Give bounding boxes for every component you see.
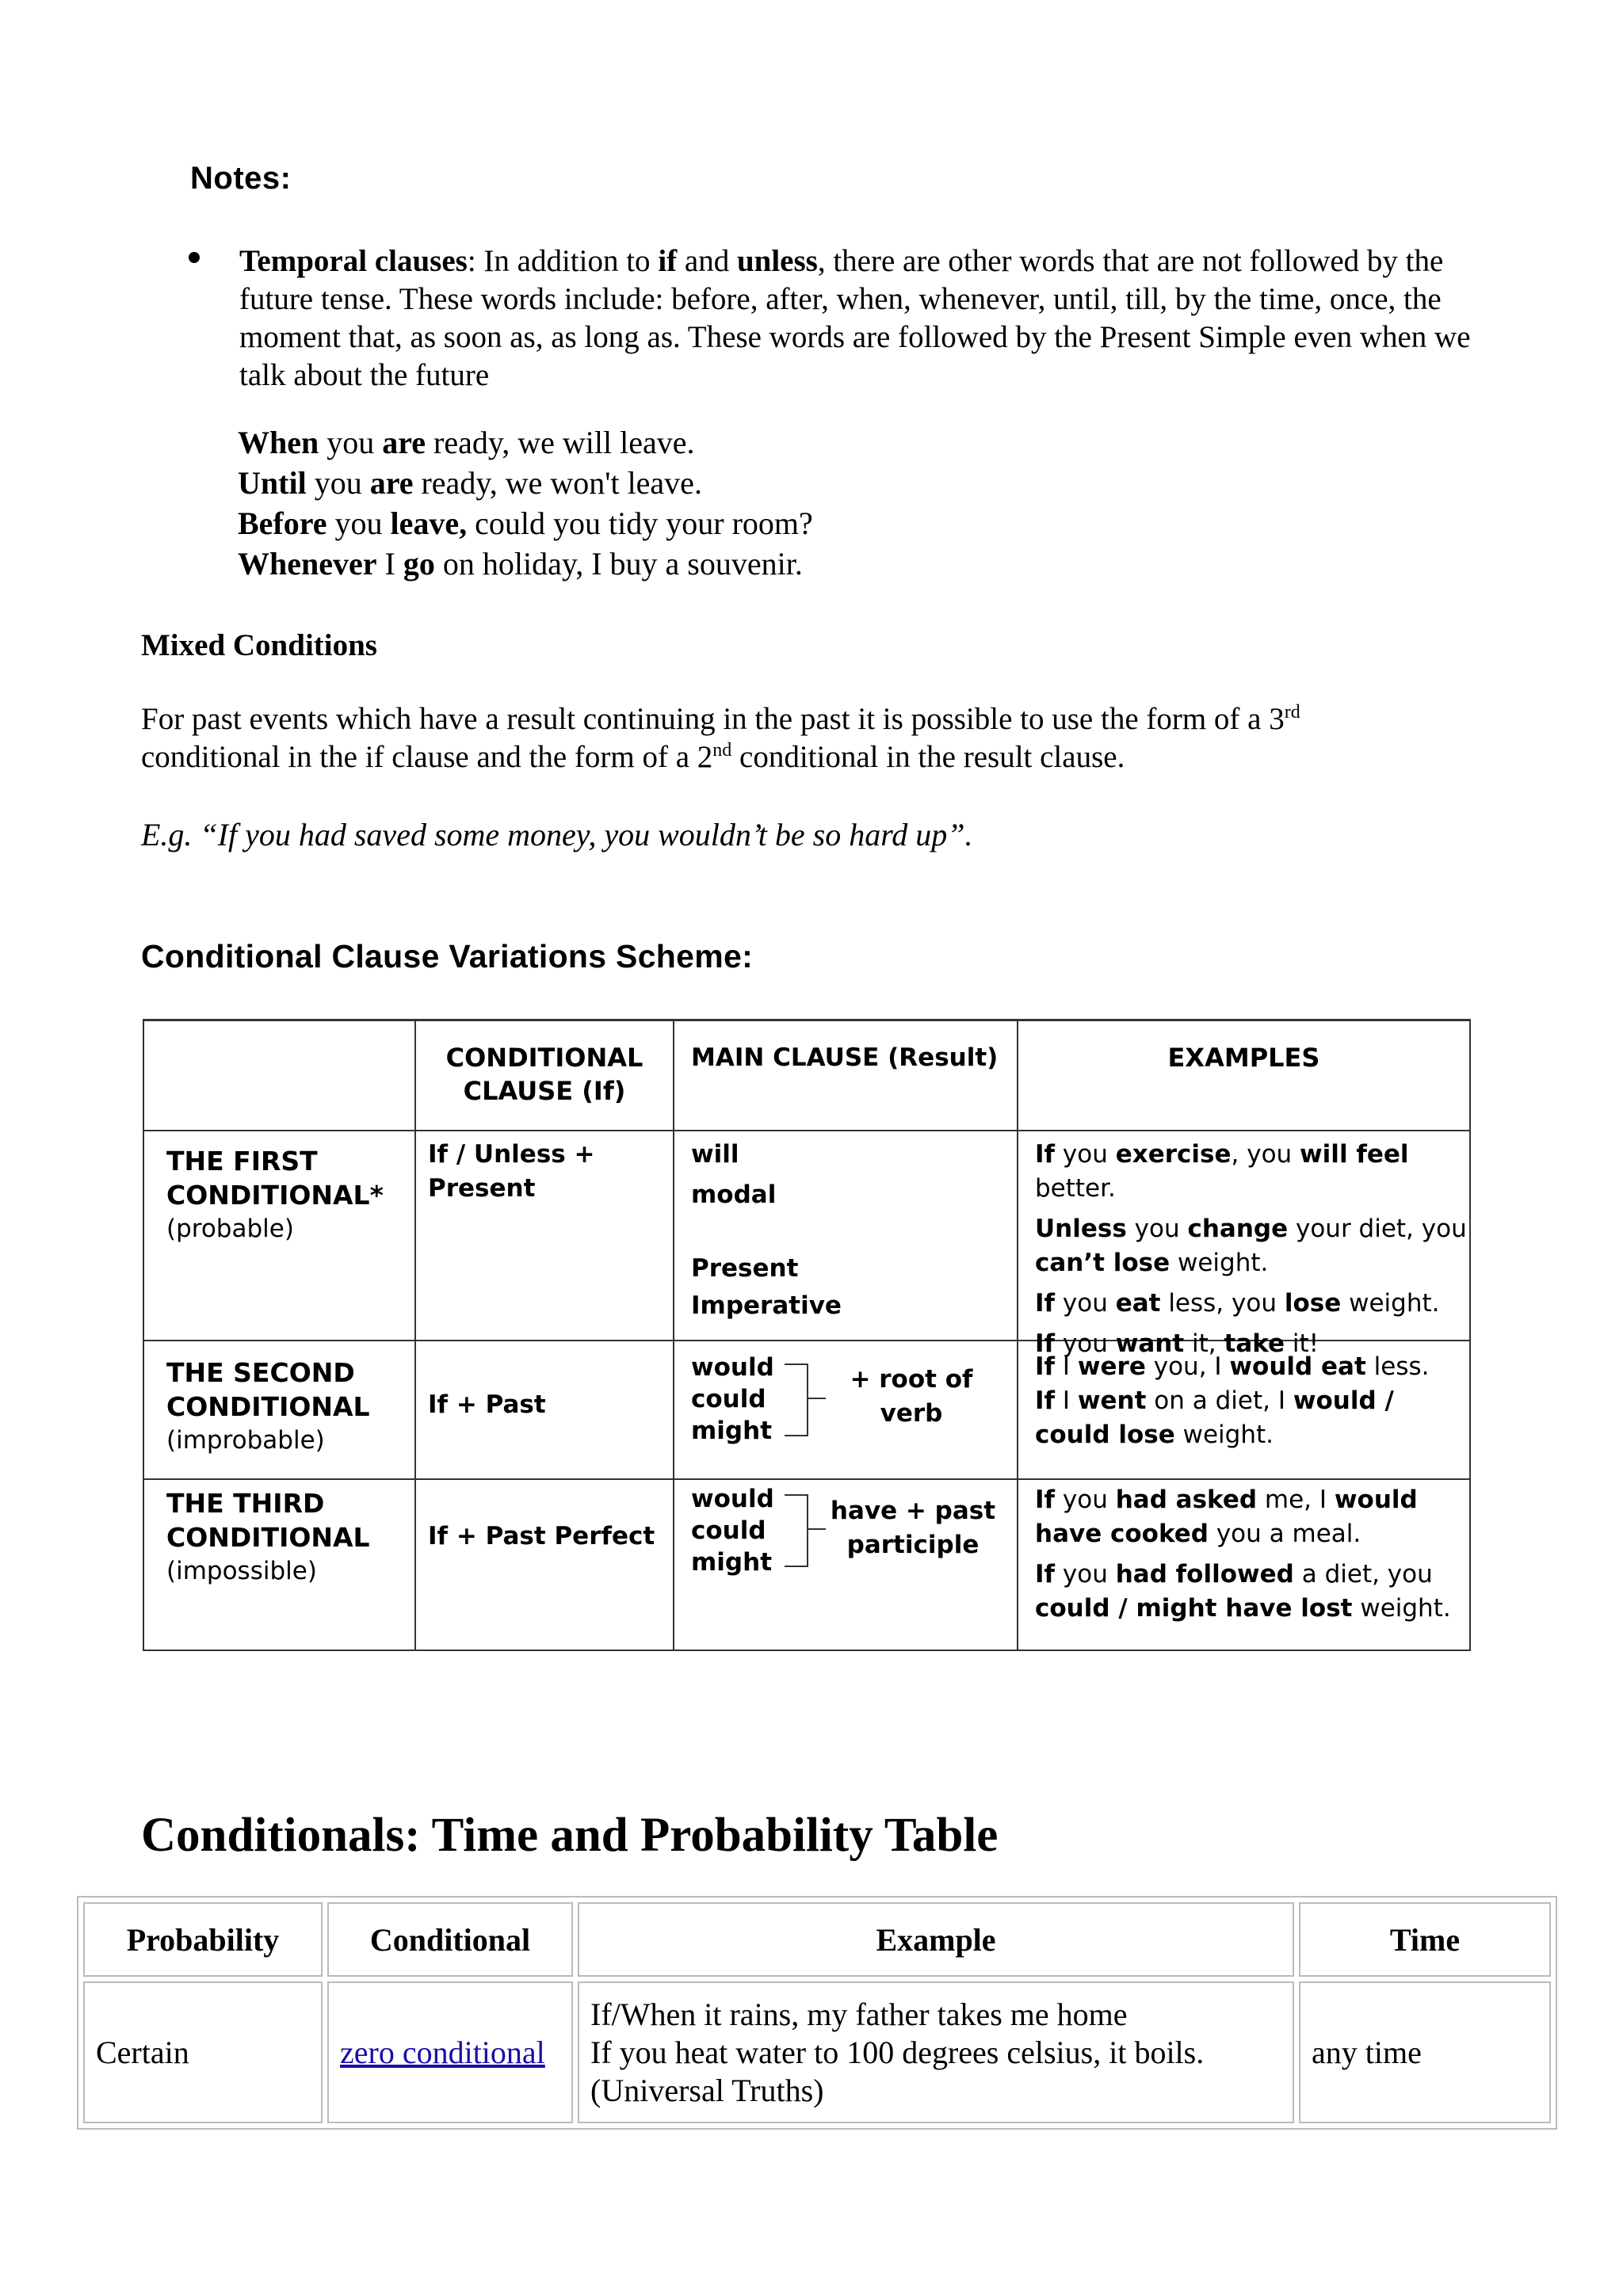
example-text: weight.: [1352, 1594, 1451, 1623]
example-line: [238, 463, 813, 503]
example-keyword: would eat: [1229, 1352, 1366, 1381]
example-keyword: can’t lose: [1035, 1249, 1170, 1277]
third-conditional-suffix: have + past participle: [830, 1497, 996, 1559]
second-conditional-label: [166, 1356, 404, 1458]
notes-heading: Notes:: [190, 161, 292, 196]
example-sentence: [1035, 1212, 1467, 1280]
keyword: When: [238, 425, 319, 460]
example-keyword: Unless: [1035, 1215, 1127, 1243]
mixed-conditions-heading: Mixed Conditions: [141, 628, 377, 662]
second-conditional-examples: [1035, 1350, 1467, 1452]
superscript: rd: [1284, 702, 1300, 723]
example-text: a diet, you: [1293, 1560, 1433, 1589]
table-border: [143, 1650, 1471, 1651]
example-text: it,: [1184, 1329, 1224, 1358]
conditional-subtitle: (impossible): [166, 1557, 317, 1585]
table-border: [143, 1019, 1471, 1021]
header-text: MAIN CLAUSE: [691, 1043, 880, 1072]
bracket-tick: [807, 1528, 826, 1530]
example-text: weight.: [1170, 1249, 1269, 1277]
example-keyword: If: [1035, 1386, 1056, 1415]
conditional-scheme-table: [143, 1019, 1471, 1654]
example-keyword: If: [1035, 1289, 1056, 1318]
conditional-name: THE FIRST CONDITIONAL*: [166, 1146, 384, 1211]
mixed-conditions-text: [141, 700, 1536, 776]
table-border: [143, 1019, 144, 1651]
example-text: you, I: [1145, 1352, 1230, 1381]
paragraph-text: conditional in the result clause.: [731, 740, 1125, 774]
example-text: you: [306, 465, 370, 501]
example-text: weight.: [1174, 1421, 1274, 1449]
keyword: Before: [238, 505, 327, 541]
example-line: [238, 503, 813, 543]
example-text: I: [1055, 1352, 1078, 1381]
keyword: go: [403, 546, 435, 582]
modal-verb: might: [691, 1548, 773, 1577]
example-text: ready, we will leave.: [426, 425, 695, 460]
table-header-row: [83, 1902, 1551, 1977]
mixed-conditions-example: E.g. “If you had saved some money, you wouldn’t be so hard up”.: [141, 817, 973, 852]
third-conditional-modals: [691, 1483, 786, 1578]
example-keyword: were: [1077, 1352, 1146, 1381]
example-text: less.: [1365, 1352, 1430, 1381]
example-keyword: would / could lose: [1035, 1386, 1394, 1449]
example-keyword: change: [1187, 1215, 1289, 1243]
bracket-tick: [807, 1398, 826, 1399]
example-keyword: If: [1035, 1486, 1056, 1514]
probability-cell: Certain: [83, 1981, 323, 2123]
example-keyword: If: [1035, 1352, 1056, 1381]
third-conditional-label: [166, 1486, 404, 1589]
example-text: you: [1055, 1140, 1116, 1169]
time-cell: any time: [1299, 1981, 1551, 2123]
example-keyword: If: [1035, 1329, 1056, 1358]
conditional-name: THE THIRD CONDITIONAL: [166, 1488, 370, 1553]
temporal-examples: [238, 422, 813, 584]
table-border: [143, 1130, 1471, 1131]
example-sentence: [1035, 1350, 1467, 1384]
header-text: (Result): [879, 1043, 999, 1072]
note-text: and: [677, 244, 737, 278]
keyword: are: [382, 425, 426, 460]
example-text: you: [1126, 1215, 1188, 1243]
example-keyword: had followed: [1115, 1560, 1294, 1589]
paragraph-text: conditional in the if clause and the form of a 2: [141, 740, 713, 774]
example-cell: [578, 1981, 1294, 2123]
example-line: (Universal Truths): [590, 2072, 824, 2108]
conditional-subtitle: (improbable): [166, 1426, 325, 1455]
example-keyword: want: [1115, 1329, 1185, 1358]
example-keyword: exercise: [1115, 1140, 1232, 1169]
example-keyword: had asked: [1115, 1486, 1258, 1514]
example-keyword: eat: [1115, 1289, 1161, 1318]
example-keyword: lose: [1284, 1289, 1342, 1318]
keyword: are: [369, 465, 414, 501]
example-text: you: [327, 505, 391, 541]
example-keyword: could / might have lost: [1035, 1594, 1353, 1623]
example-text: you: [1055, 1486, 1116, 1514]
header-example: Example: [578, 1902, 1294, 1977]
main-clause-item: will: [691, 1140, 739, 1169]
example-sentence: [1035, 1558, 1467, 1626]
zero-conditional-link[interactable]: zero conditional: [340, 2034, 545, 2070]
superscript: nd: [712, 740, 732, 761]
temporal-clauses-note: [239, 242, 1507, 395]
keyword: leave,: [390, 505, 468, 541]
third-conditional-examples: [1035, 1483, 1467, 1626]
example-text: on a diet, I: [1146, 1386, 1293, 1415]
example-line: [238, 543, 813, 584]
example-text: you a meal.: [1208, 1520, 1361, 1548]
term-unless: unless: [736, 244, 818, 278]
example-text: it!: [1285, 1329, 1319, 1358]
example-keyword: take: [1224, 1329, 1285, 1358]
bracket-icon: [785, 1494, 808, 1567]
example-keyword: If: [1035, 1140, 1056, 1169]
example-text: I: [376, 546, 403, 582]
table-border: [673, 1019, 674, 1651]
second-conditional-suffix: + root of verb: [850, 1365, 973, 1428]
example-text: could you tidy your room?: [467, 505, 813, 541]
keyword: Whenever: [238, 546, 377, 582]
main-clause-item: modal: [691, 1180, 777, 1209]
example-sentence: [1035, 1138, 1467, 1206]
term-if: if: [658, 244, 678, 278]
header-examples: EXAMPLES: [1167, 1043, 1320, 1073]
first-conditional-clause: If / Unless + Present: [428, 1140, 595, 1203]
example-sentence: [1035, 1384, 1467, 1452]
main-clause-item: Imperative: [691, 1291, 842, 1320]
scheme-heading: Conditional Clause Variations Scheme:: [141, 938, 754, 974]
example-sentence: [1035, 1483, 1467, 1551]
header-main-clause: [691, 1041, 1016, 1075]
conditional-name: THE SECOND CONDITIONAL: [166, 1357, 370, 1422]
header-conditional-clause: CONDITIONAL CLAUSE (If): [445, 1043, 643, 1106]
example-keyword: If: [1035, 1560, 1056, 1589]
example-text: on holiday, I buy a souvenir.: [434, 546, 803, 582]
table-border: [414, 1019, 416, 1651]
example-text: you: [1055, 1329, 1116, 1358]
table-row: [83, 1981, 1551, 2123]
header-conditional: Conditional: [327, 1902, 573, 1977]
example-text: you: [1055, 1289, 1116, 1318]
example-keyword: will feel: [1300, 1140, 1409, 1169]
second-conditional-clause: If + Past: [428, 1390, 546, 1419]
modal-verb: could: [691, 1385, 766, 1413]
example-text: , you: [1231, 1140, 1300, 1169]
table-border: [1469, 1019, 1471, 1651]
modal-verb: could: [691, 1516, 766, 1545]
second-conditional-modals: [691, 1352, 786, 1447]
example-line: [238, 422, 813, 463]
modal-verb: would: [691, 1485, 774, 1513]
note-text: , there are other words that are not followed by the future tense. These words include: before, after, when, whenever, until, till, by the time, once, the moment that, as soon as, as long as. These words are followed by the Present Simple even when we talk about the future: [239, 244, 1471, 392]
example-sentence: [1035, 1287, 1467, 1321]
time-probability-table: [77, 1896, 1557, 2130]
main-clause-item: Present: [691, 1254, 799, 1283]
example-text: you: [319, 425, 383, 460]
table-border: [1017, 1019, 1018, 1651]
example-line: If you heat water to 100 degrees celsius, it boils.: [590, 2034, 1205, 2070]
example-text: weight.: [1341, 1289, 1440, 1318]
example-keyword: would have cooked: [1035, 1486, 1418, 1548]
conditional-cell: [327, 1981, 573, 2123]
first-conditional-examples: [1035, 1138, 1467, 1361]
table-border: [143, 1478, 1471, 1480]
modal-verb: would: [691, 1353, 774, 1382]
bullet-point: [189, 252, 200, 263]
example-text: better.: [1035, 1174, 1116, 1203]
third-conditional-clause: If + Past Perfect: [428, 1522, 655, 1550]
example-text: your diet, you: [1288, 1215, 1467, 1243]
example-text: ready, we won't leave.: [413, 465, 702, 501]
header-probability: Probability: [83, 1902, 323, 1977]
example-keyword: went: [1077, 1386, 1147, 1415]
conditional-subtitle: (probable): [166, 1215, 294, 1243]
bracket-icon: [785, 1363, 808, 1436]
example-text: you: [1055, 1560, 1116, 1589]
first-conditional-main: [691, 1138, 1008, 1323]
time-probability-title: Conditionals: Time and Probability Table: [141, 1809, 999, 1862]
term-temporal-clauses: Temporal clauses: [239, 244, 468, 278]
modal-verb: might: [691, 1417, 773, 1445]
example-text: less, you: [1160, 1289, 1285, 1318]
example-text: I: [1055, 1386, 1078, 1415]
first-conditional-label: [166, 1144, 404, 1246]
keyword: Until: [238, 465, 307, 501]
paragraph-text: For past events which have a result continuing in the past it is possible to use the form of a 3: [141, 702, 1285, 736]
note-text: : In addition to: [467, 244, 659, 278]
example-text: me, I: [1257, 1486, 1335, 1514]
example-line: If/When it rains, my father takes me home: [590, 1996, 1128, 2032]
header-time: Time: [1299, 1902, 1551, 1977]
